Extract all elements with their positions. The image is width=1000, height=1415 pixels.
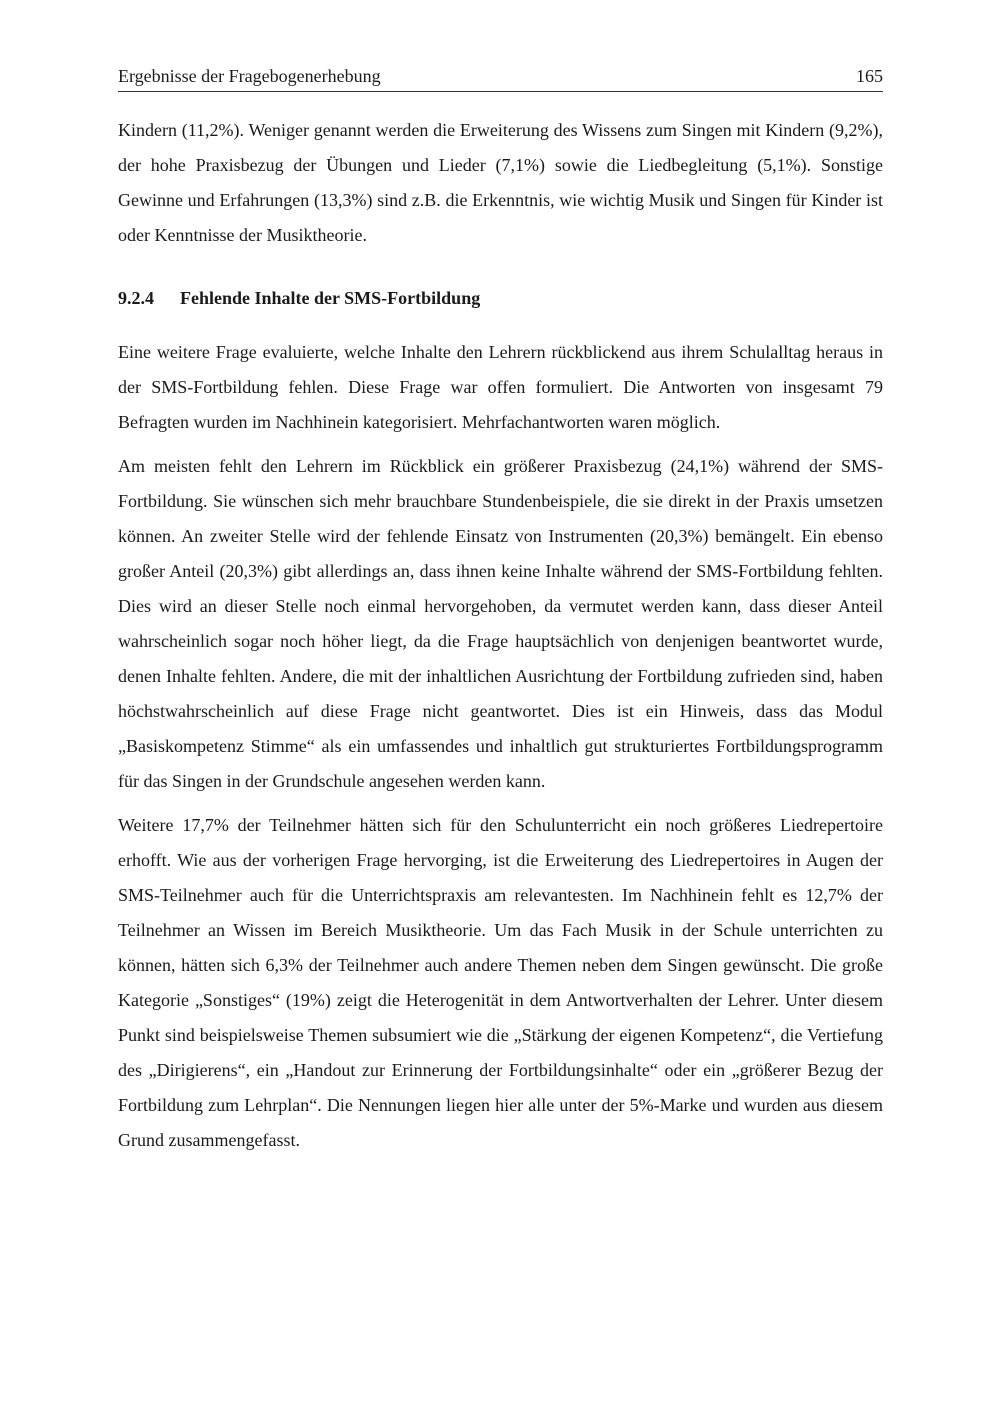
running-title: Ergebnisse der Fragebogenerhebung	[118, 66, 381, 86]
section-heading	[118, 283, 883, 313]
section-title: Fehlende Inhalte der SMS-Fortbildung	[180, 288, 481, 308]
page-body	[118, 113, 883, 1158]
body-paragraph: Eine weitere Frage evaluierte, welche Inhalte den Lehrern rückblickend aus ihrem Schulalltag heraus in der SMS-Fortbildung fehlen. Diese Frage war offen formuliert. Die Antworten von insgesamt 79 Befragten wurden im Nachhinein kategorisiert. Mehrfachantworten waren möglich.	[118, 342, 883, 432]
body-paragraph: Am meisten fehlt den Lehrern im Rückblick ein größerer Praxisbezug (24,1%) während der SMS-Fortbildung. Sie wünschen sich mehr brauchbare Stundenbeispiele, die sie direkt in der Praxis umsetzen können. An zweiter Stelle wird der fehlende Einsatz von Instrumenten (20,3%) bemängelt. Ein ebenso großer Anteil (20,3%) gibt allerdings an, dass ihnen keine Inhalte während der SMS-Fortbildung fehlten. Dies wird an dieser Stelle noch einmal hervorgehoben, da vermutet werden kann, dass dieser Anteil wahrscheinlich sogar noch höher liegt, da die Frage hauptsächlich von denjenigen beantwortet wurde, denen Inhalte fehlten. Andere, die mit der inhaltlichen Ausrichtung der Fortbildung zufrieden sind, haben höchstwahrscheinlich auf diese Frage nicht geantwortet. Dies ist ein Hinweis, dass das Modul „Basiskompetenz Stimme“ als ein umfassendes und inhaltlich gut strukturiertes Fortbildungsprogramm für das Singen in der Grundschule angesehen werden kann.	[118, 456, 883, 791]
body-paragraph: Weitere 17,7% der Teilnehmer hätten sich für den Schulunterricht ein noch größeres Liedrepertoire erhofft. Wie aus der vorherigen Frage hervorging, ist die Erweiterung des Liedrepertoires in Augen der SMS-Teilnehmer auch für die Unterrichtspraxis am relevantesten. Im Nachhinein fehlt es 12,7% der Teilnehmer an Wissen im Bereich Musiktheorie. Um das Fach Musik in der Schule unterrichten zu können, hätten sich 6,3% der Teilnehmer auch andere Themen neben dem Singen gewünscht. Die große Kategorie „Sonstiges“ (19%) zeigt die Heterogenität in dem Antwortverhalten der Lehrer. Unter diesem Punkt sind beispielsweise Themen subsumiert wie die „Stärkung der eigenen Kompetenz“, die Vertiefung des „Dirigierens“, ein „Handout zur Erinnerung der Fortbildungsinhalte“ oder ein „größerer Bezug der Fortbildung zum Lehrplan“. Die Nennungen liegen hier alle unter der 5%-Marke und wurden aus diesem Grund zusammengefasst.	[118, 815, 883, 1150]
intro-paragraph: Kindern (11,2%). Weniger genannt werden die Erweiterung des Wissens zum Singen mit Kindern (9,2%), der hohe Praxisbezug der Übungen und Lieder (7,1%) sowie die Liedbegleitung (5,1%). Sonstige Gewinne und Erfahrungen (13,3%) sind z.B. die Erkenntnis, wie wichtig Musik und Singen für Kinder ist oder Kenntnisse der Musiktheorie.	[118, 120, 883, 245]
page-header	[118, 64, 883, 92]
page-number: 165	[856, 66, 883, 86]
section-number: 9.2.4	[118, 288, 154, 308]
